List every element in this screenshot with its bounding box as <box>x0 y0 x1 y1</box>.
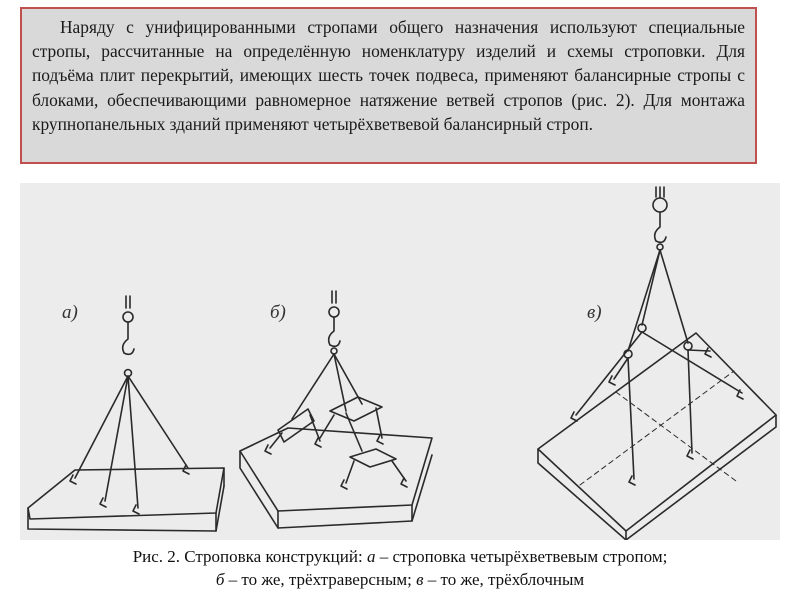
caption-a-letter: а <box>366 547 376 566</box>
description-paragraph: Наряду с унифицированными стропами общего назначения используют специальные стропы, рассчитанные на определённую номенклатуру изделий и схемы строповки. Для подъёма плит перекрытий, имеющих шесть точек подвеса, применяют балансирные стропы с блоками, обеспечивающими равномерное натяжение ветвей стропов (рис. 2). Для монтажа крупнопанельных зданий применяют четырёхветвевой балансирный строп. <box>32 17 745 134</box>
description-text-box <box>20 7 757 164</box>
label-b: б) <box>270 302 286 323</box>
diagram-b-three-traverse-sling <box>240 291 432 528</box>
label-c: в) <box>587 302 602 323</box>
diagram-a-four-leg-sling <box>28 296 224 531</box>
caption-c-letter: в <box>416 570 424 589</box>
caption-a-text: – строповка четырёхветвевым стропом; <box>375 547 668 566</box>
caption-b-text: – то же, трёхтраверсным; <box>224 570 417 589</box>
caption-line-1 <box>0 545 800 568</box>
figure-caption <box>0 545 800 591</box>
slinging-figure <box>20 183 780 540</box>
diagram-c-three-block-sling <box>538 187 776 540</box>
label-a: а) <box>62 302 78 323</box>
caption-b-letter: б <box>215 570 225 589</box>
caption-c-text: – то же, трёхблочным <box>423 570 585 589</box>
caption-prefix: Рис. 2. Строповка конструкций: <box>132 547 367 566</box>
slinging-diagram <box>20 183 780 540</box>
caption-line-2 <box>0 568 800 591</box>
